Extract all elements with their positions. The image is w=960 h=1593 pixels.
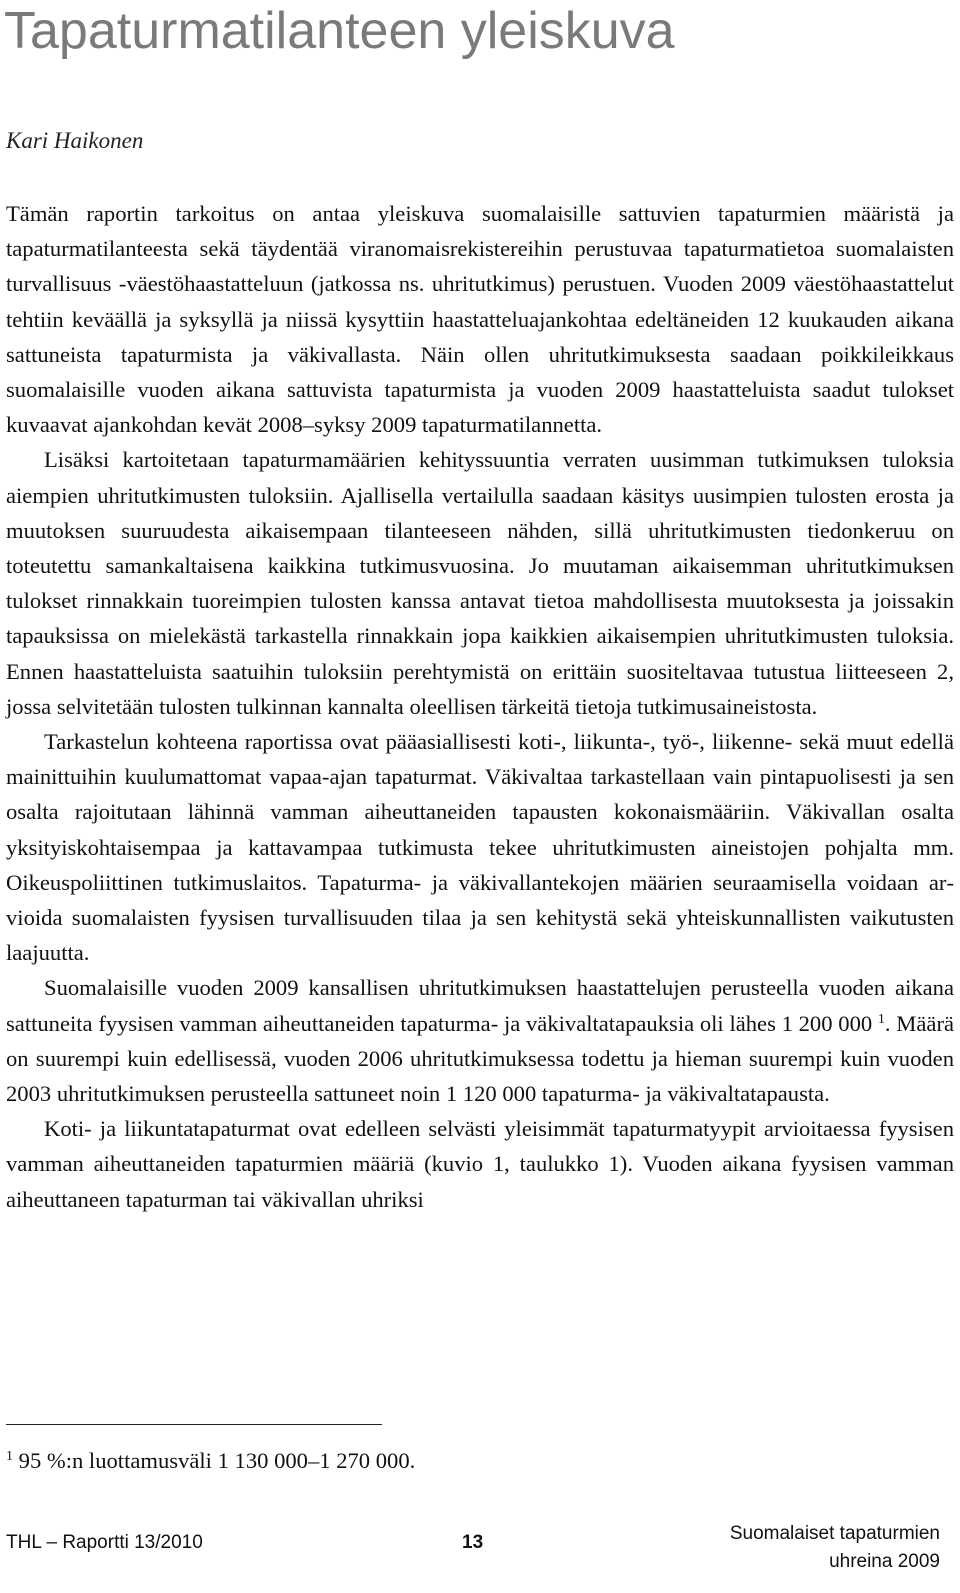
paragraph-4 (6, 970, 954, 1111)
footer-publication: THL – Raportti 13/2010 (6, 1532, 203, 1553)
footer-series-line-2: uhreina 2009 (829, 1551, 940, 1572)
paragraph-4-text-a: Suomalaisille vuoden 2009 kansallisen uhritutkimuksen haastattelujen perusteella vuoden aikana sattuneita fyysisen vamman aiheuttaneiden tapaturma- ja väkivaltatapauksia oli lähes 1 200 000 (6, 975, 954, 1036)
paragraph-1: Tämän raportin tarkoitus on antaa yleiskuva suomalaisille sattuvien tapaturmien määristä ja tapaturmatilanteesta sekä täydentää viranomaisrekistereihin perustuvaa tapaturmatietoa suomalaisten turvallisuus -väestöhaastatteluun (jatkossa ns. uhritutkimus) perustuen. Vuoden 2009 väestöhaastattelut tehtiin keväällä ja syksyllä ja niissä kysyttiin haastatteluajankohtaa edeltäneiden 12 kuukauden aikana sattuneista tapaturmista ja väkivallasta. Näin ollen uhritutkimuksesta saadaan poikkileikkaus suomalaisille vuoden aikana sattuvista tapaturmista ja vuoden 2009 haastatteluista saadut tulokset kuvaavat ajankohdan kevät 2008–syksy 2009 tapaturmatilannetta. (6, 201, 954, 438)
footnote (6, 1448, 954, 1474)
page-title: Tapaturmatilanteen yleiskuva (4, 2, 675, 60)
paragraph-2: Lisäksi kartoitetaan tapaturmamäärien kehityssuuntia verraten uusimman tutkimuksen tuloksia aiempien uhritutkimusten tuloksiin. Ajallisella vertailulla saadaan käsitys uusimpien tulosten erosta ja muutoksen suuruudesta aikaisempaan tilanteeseen nähden, sillä uhritutkimusten tiedonkeruu on toteutettu samankaltaisena kaikkina tutkimusvuosina. Jo muutaman aikaisemman uhritutkimuksen tulokset rinnakkain tuoreimpien tulosten kanssa antavat tietoa mahdollisesta muutoksesta ja joissakin tapauksissa on mielekästä tarkastella rinnakkain jopa kaikkien aikaisempien uhritutkimusten tuloksia. Ennen haastatteluista saatuihin tuloksiin perehtymistä on erittäin suositeltavaa tutustua liitteeseen 2, jossa selvitetään tulosten tulkinnan kannalta oleellisen tärkeitä tietoja tutkimusaineistosta. (6, 447, 954, 719)
body-text (6, 196, 954, 1217)
author-name: Kari Haikonen (6, 128, 144, 153)
footer-series (730, 1520, 940, 1576)
page-number: 13 (462, 1532, 484, 1553)
footnote-reference: 1 (877, 1011, 885, 1027)
footnote-text: 95 %:n luottamusväli 1 130 000–1 270 000. (13, 1448, 416, 1473)
footnote-divider (6, 1424, 382, 1425)
paragraph-4-text-b: . Määrä on suurempi kuin edellisessä, vuoden 2006 uhritutkimuksessa todettu ja hieman suurempi kuin vuoden 2003 uhritutkimuksen perusteella sattuneet noin 1 120 000 tapaturma- ja väkivaltatapausta. (6, 1010, 955, 1107)
footer-series-line-1: Suomalaiset tapaturmien (729, 1523, 940, 1544)
footnote-marker: 1 (6, 1449, 13, 1464)
paragraph-3: Tarkastelun kohteena raportissa ovat pääasiallisesti koti-, liikunta-, työ-, liikenne- sekä muut edellä mainittuihin kuulumattomat vapaa-ajan tapaturmat. Väkivaltaa tarkastellaan vain pintapuolisesti ja sen osalta rajoitutaan lähinnä vamman aiheuttaneiden tapausten kokonaismääriin. Väkivallan osalta yksityiskohtaisempaa ja kattavampaa tutkimusta tekee uhritutkimusten aineistojen pohjalta mm. Oikeuspoliittinen tutkimuslaitos. Tapaturma- ja väkivallantekojen määrien seuraamisella voidaan arvioida suomalaisten fyysisen turvallisuuden tilaa ja sen kehitystä sekä yhteiskunnallisten vaikutusten laajuutta. (6, 729, 954, 966)
paragraph-5: Koti- ja liikuntatapaturmat ovat edelleen selvästi yleisimmät tapaturmatyypit arvioitaessa fyysisen vamman aiheuttaneiden tapaturmien määriä (kuvio 1, taulukko 1). Vuoden aikana fyysisen vamman aiheuttaneen tapaturman tai väkivallan uhriksi (6, 1116, 954, 1212)
